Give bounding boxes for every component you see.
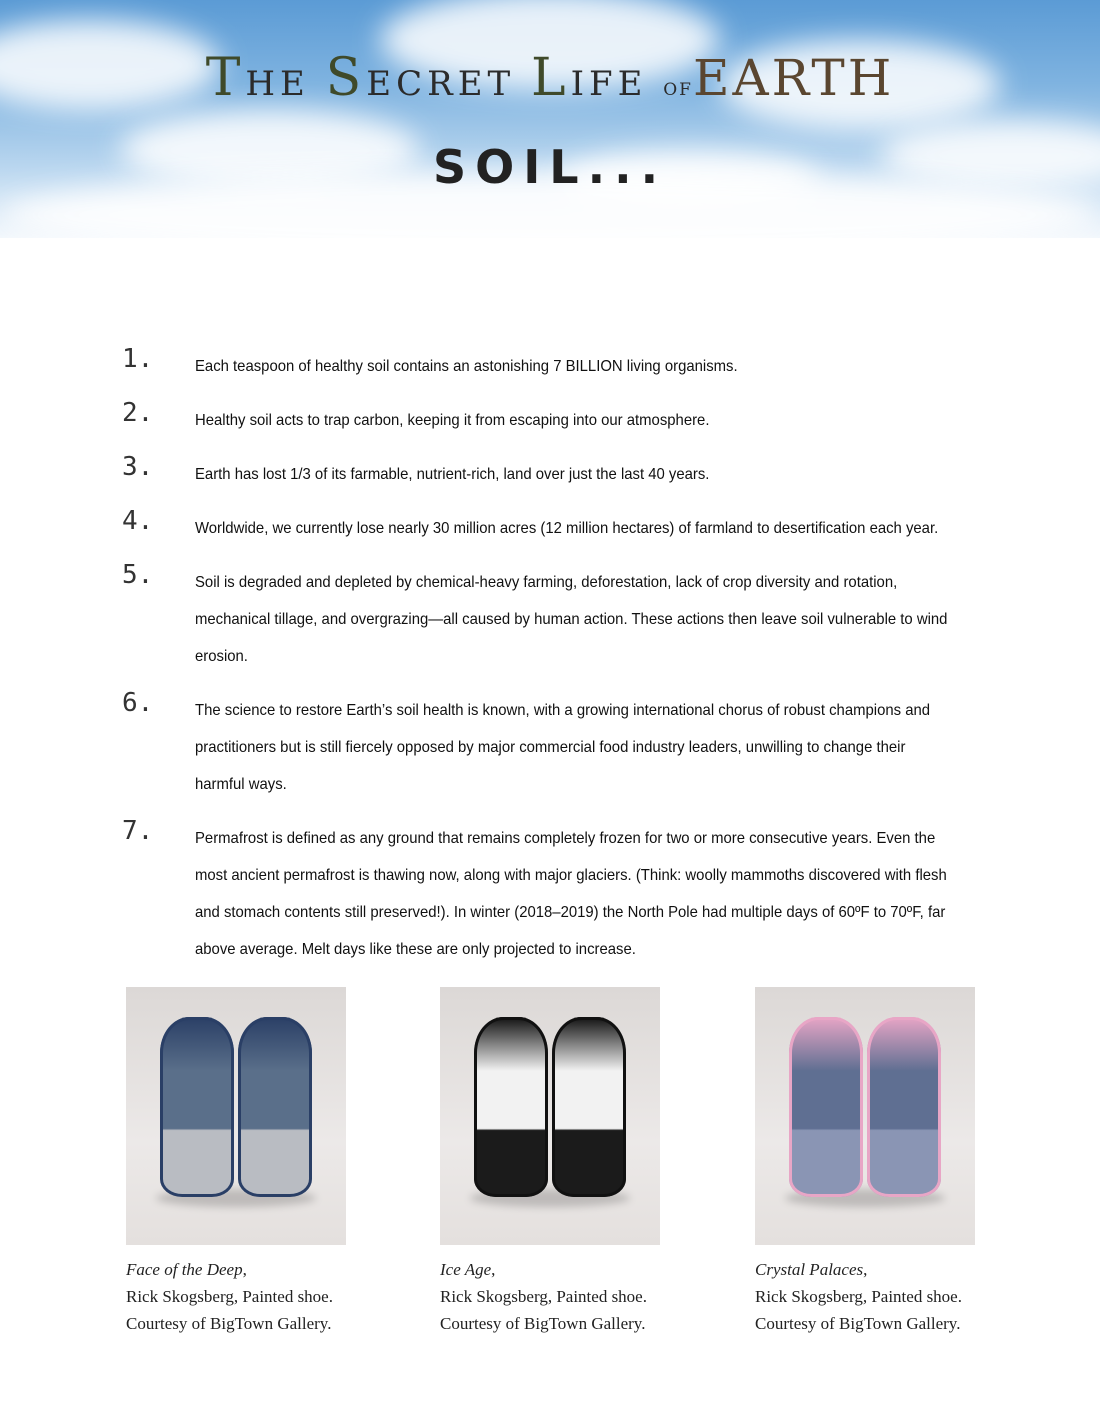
left-shoe bbox=[789, 1017, 863, 1197]
artwork-caption: Ice Age, Rick Skogsberg, Painted shoe. Courtesy of BigTown Gallery. bbox=[440, 1260, 647, 1333]
fact-number: 2. bbox=[122, 398, 154, 428]
fact-number: 7. bbox=[122, 816, 154, 846]
fact-text: Soil is degraded and depleted by chemical-heavy farming, deforestation, lack of crop diversity and rotation, mechanical tillage, and overgrazing—all caused by human action. These actions then leave soil vulnerable to wind erosion. bbox=[195, 574, 948, 665]
artwork-caption: Face of the Deep, Rick Skogsberg, Painted shoe. Courtesy of BigTown Gallery. bbox=[126, 1260, 333, 1333]
shoe-photo bbox=[440, 987, 660, 1245]
artwork-caption: Crystal Palaces, Rick Skogsberg, Painted shoe. Courtesy of BigTown Gallery. bbox=[755, 1260, 962, 1333]
fact-item bbox=[122, 816, 982, 968]
right-shoe bbox=[552, 1017, 626, 1197]
fact-number: 4. bbox=[122, 506, 154, 536]
artwork-card bbox=[440, 987, 700, 1337]
fact-text: Each teaspoon of healthy soil contains an astonishing 7 BILLION living organisms. bbox=[195, 358, 738, 375]
fact-text: Worldwide, we currently lose nearly 30 million acres (12 million hectares) of farmland to desertification each year. bbox=[195, 520, 939, 537]
fact-item bbox=[122, 560, 982, 675]
fact-text: The science to restore Earth’s soil health is known, with a growing international chorus of robust champions and practitioners but is still fiercely opposed by major commercial food industry leaders, unwilling to change their harmful ways. bbox=[195, 702, 931, 793]
fact-number: 5. bbox=[122, 560, 154, 590]
left-shoe bbox=[474, 1017, 548, 1197]
artwork-card bbox=[126, 987, 386, 1337]
fact-number: 6. bbox=[122, 688, 154, 718]
artwork-card bbox=[755, 987, 1015, 1337]
fact-item bbox=[122, 688, 982, 803]
fact-item bbox=[122, 452, 982, 493]
header-sky-banner bbox=[0, 0, 1100, 238]
left-shoe bbox=[160, 1017, 234, 1197]
facts-list bbox=[122, 344, 982, 985]
fact-number: 1. bbox=[122, 344, 154, 374]
fact-text: Permafrost is defined as any ground that remains completely frozen for two or more consecutive years. Even the most ancient permafrost is thawing now, along with major glaciers. (Think: woolly mammoths discovered with flesh and stomach contents still preserved!). In winter (2018–2019) the North Pole had multiple days of 60ºF to 70ºF, far above average. Melt days like these are only projected to increase. bbox=[195, 830, 947, 958]
right-shoe bbox=[238, 1017, 312, 1197]
fact-item bbox=[122, 506, 982, 547]
publication-title: THE SECRET LIFE OFEARTH bbox=[205, 48, 895, 108]
shoe-photo bbox=[755, 987, 975, 1245]
fact-item bbox=[122, 344, 982, 385]
fact-text: Healthy soil acts to trap carbon, keeping it from escaping into our atmosphere. bbox=[195, 412, 710, 429]
right-shoe bbox=[867, 1017, 941, 1197]
fact-text: Earth has lost 1/3 of its farmable, nutrient-rich, land over just the last 40 years. bbox=[195, 466, 710, 483]
page-heading: SOIL... bbox=[432, 140, 668, 194]
fact-number: 3. bbox=[122, 452, 154, 482]
artwork-gallery bbox=[0, 987, 1100, 1347]
fact-item bbox=[122, 398, 982, 439]
shoe-photo bbox=[126, 987, 346, 1245]
